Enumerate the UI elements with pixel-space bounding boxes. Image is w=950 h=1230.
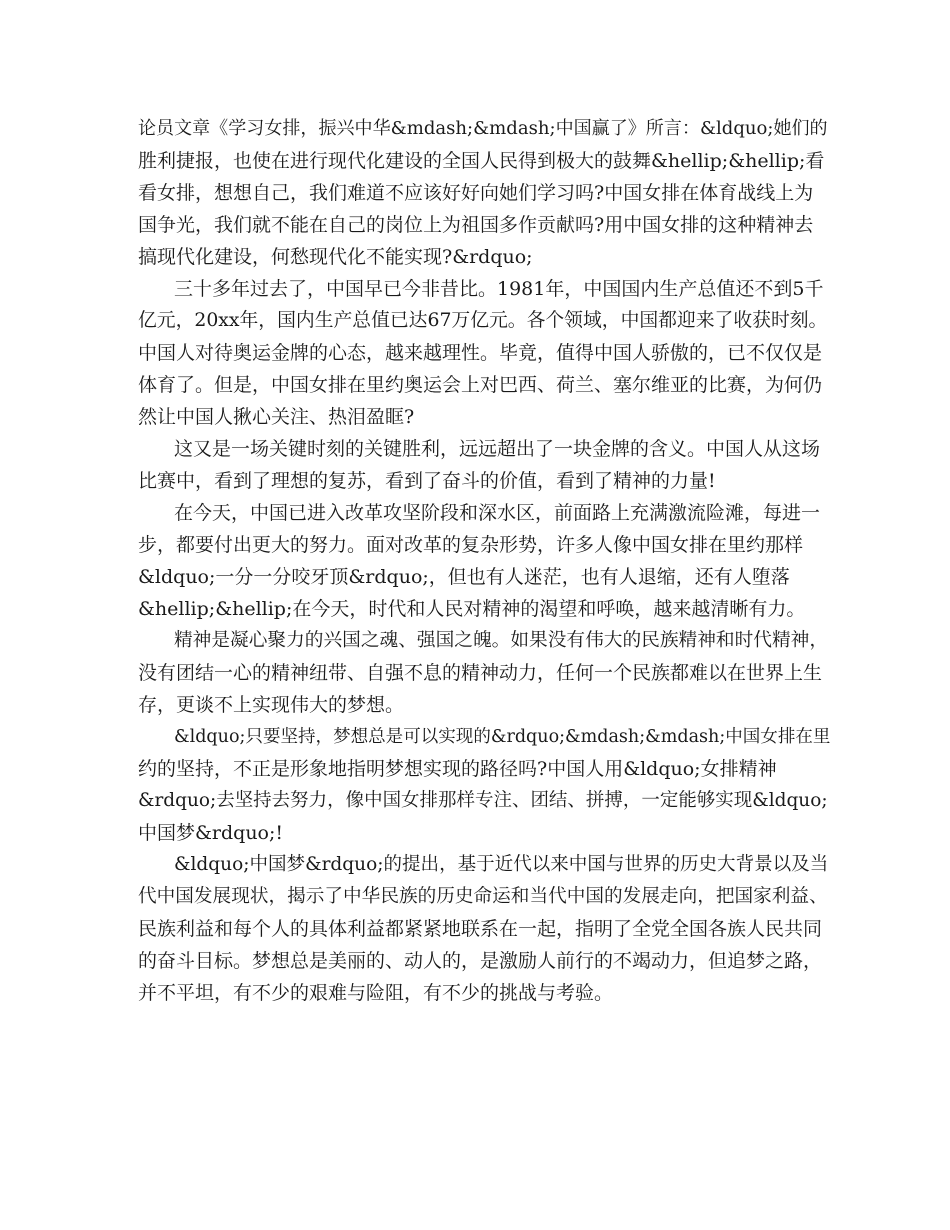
paragraph-line: 胜利捷报，也使在进行现代化建设的全国人民得到极大的鼓舞&hellip;&hellip;看 bbox=[138, 150, 825, 172]
paragraph-line: 论员文章《学习女排，振兴中华&mdash;&mdash;中国赢了》所言：&ldquo;她们的 bbox=[138, 118, 828, 139]
paragraph-line: 在今天，中国已进入改革攻坚阶段和深水区，前面路上充满激流险滩，每进一 bbox=[174, 502, 821, 524]
paragraph-5 bbox=[138, 625, 828, 721]
paragraph-line: 代中国发展现状，揭示了中华民族的历史命运和当代中国的发展走向，把国家利益、 bbox=[138, 886, 828, 907]
paragraph-line: 体育了。但是，中国女排在里约奥运会上对巴西、荷兰、塞尔维亚的比赛，为何仍 bbox=[138, 374, 823, 396]
paragraph-line: 民族利益和每个人的具体利益都紧紧地联系在一起，指明了全党全国各族人民共同 bbox=[138, 918, 823, 940]
paragraph-line: 这又是一场关键时刻的关键胜利，远远超出了一块金牌的含义。中国人从这场 bbox=[174, 438, 821, 460]
paragraph-2 bbox=[138, 273, 828, 433]
paragraph-line: &hellip;&hellip;在今天，时代和人民对精神的渴望和呼唤，越来越清晰有力。 bbox=[138, 598, 806, 620]
paragraph-line: 约的坚持，不正是形象地指明梦想实现的路径吗?中国人用&ldquo;女排精神 bbox=[138, 758, 777, 780]
paragraph-line: 看女排，想想自己，我们难道不应该好好向她们学习吗?中国女排在体育战线上为 bbox=[138, 182, 814, 204]
paragraph-3 bbox=[138, 433, 828, 497]
paragraph-line: &ldquo;中国梦&rdquo;的提出，基于近代以来中国与世界的历史大背景以及当 bbox=[174, 854, 829, 875]
paragraph-6 bbox=[138, 721, 831, 849]
paragraph-line: 的奋斗目标。梦想总是美丽的、动人的，是激励人前行的不竭动力，但追梦之路， bbox=[138, 950, 823, 972]
paragraph-line: 中国人对待奥运金牌的心态，越来越理性。毕竟，值得中国人骄傲的，已不仅仅是 bbox=[138, 342, 823, 364]
paragraph-line: 比赛中，看到了理想的复苏，看到了奋斗的价值，看到了精神的力量! bbox=[138, 470, 716, 492]
paragraph-1 bbox=[138, 113, 828, 273]
paragraph-line: 国争光，我们就不能在自己的岗位上为祖国多作贡献吗?用中国女排的这种精神去 bbox=[138, 214, 814, 236]
paragraph-line: 三十多年过去了，中国早已今非昔比。1981年，中国国内生产总值还不到5千 bbox=[174, 278, 824, 300]
paragraph-line: 并不平坦，有不少的艰难与险阻，有不少的挑战与考验。 bbox=[138, 982, 614, 1004]
paragraph-line: 存，更谈不上实现伟大的梦想。 bbox=[138, 694, 405, 716]
paragraph-line: &rdquo;去坚持去努力，像中国女排那样专注、团结、拼搏，一定能够实现&ldquo; bbox=[138, 790, 828, 811]
paragraph-line: 搞现代化建设，何愁现代化不能实现?&rdquo; bbox=[138, 246, 533, 268]
paragraph-line: 亿元，20xx年，国内生产总值已达67万亿元。各个领域，中国都迎来了收获时刻。 bbox=[138, 310, 828, 331]
paragraph-line: &ldquo;一分一分咬牙顶&rdquo;，但也有人迷茫，也有人退缩，还有人堕落 bbox=[138, 566, 790, 588]
paragraph-line: 精神是凝心聚力的兴国之魂、强国之魄。如果没有伟大的民族精神和时代精神， bbox=[174, 630, 829, 651]
document-body bbox=[138, 113, 831, 1009]
paragraph-line: 没有团结一心的精神纽带、自强不息的精神动力，任何一个民族都难以在世界上生 bbox=[138, 662, 823, 684]
paragraph-line: 中国梦&rdquo;! bbox=[138, 822, 284, 844]
paragraph-4 bbox=[138, 497, 828, 625]
paragraph-line: &ldquo;只要坚持，梦想总是可以实现的&rdquo;&mdash;&mdash;中国女排在里 bbox=[174, 727, 831, 747]
paragraph-line: 步，都要付出更大的努力。面对改革的复杂形势，许多人像中国女排在里约那样 bbox=[138, 534, 804, 556]
paragraph-7 bbox=[138, 849, 828, 1009]
paragraph-line: 然让中国人揪心关注、热泪盈眶? bbox=[138, 406, 415, 428]
